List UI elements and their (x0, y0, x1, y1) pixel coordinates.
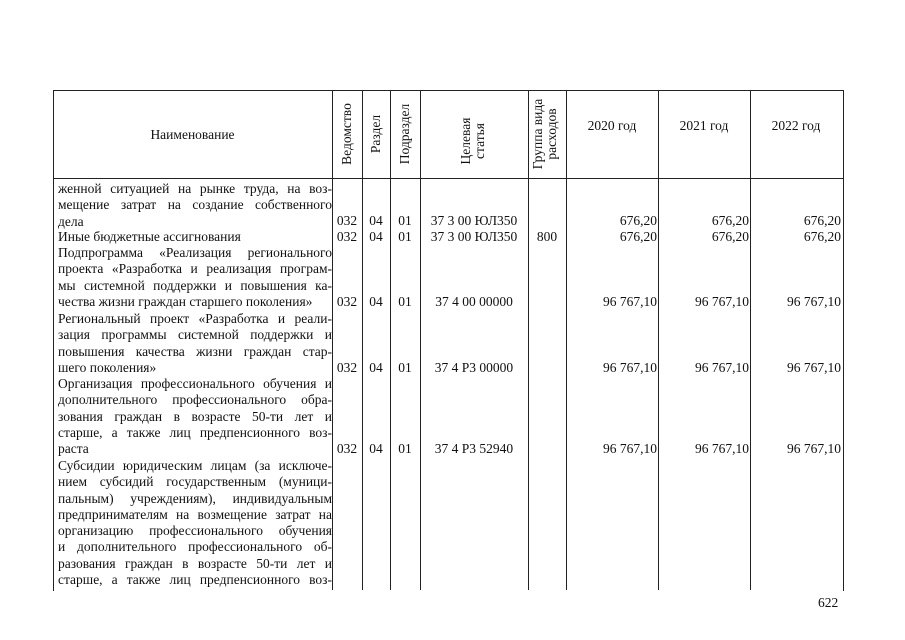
header-vedomstvo: Ведомство (339, 103, 354, 165)
row-name-line: чества жизни граждан старшего поколения» (58, 293, 313, 309)
row-name-line: организацию профессионального обучения (58, 523, 332, 539)
cell-razdel: 04 (369, 441, 383, 456)
cell-2020: 96 767,10 (603, 441, 657, 456)
row-name (58, 311, 332, 376)
cell-vedomstvo: 032 (336, 294, 358, 309)
cell-2020: 676,20 (619, 213, 657, 228)
row-name (58, 181, 332, 230)
cell-2020: 96 767,10 (603, 360, 657, 375)
row-name (58, 376, 332, 457)
header-group-line1: Группа вида (530, 98, 545, 170)
cell-2022: 96 767,10 (787, 294, 841, 309)
row-name-line: повышения качества жизни граждан стар- (58, 343, 332, 359)
row-name-line: предпринимателям на возмещение затрат на (58, 506, 332, 522)
header-target-line1: Целевая (458, 117, 473, 165)
cell-razdel: 04 (369, 213, 383, 228)
cell-2021: 96 767,10 (695, 294, 749, 309)
cell-2021: 676,20 (711, 213, 749, 228)
cell-expense-group: 800 (536, 229, 558, 244)
header-podrazdel: Подраздел (397, 103, 412, 165)
row-name-line: Иные бюджетные ассигнования (58, 229, 241, 244)
cell-target-article: 37 4 P3 52940 (434, 441, 514, 456)
row-name-line: дела (58, 213, 84, 229)
row-name-line: Подпрограмма «Реализация регионального (58, 245, 332, 260)
cell-target-article: 37 4 00 00000 (435, 294, 513, 309)
page-number: 622 (818, 595, 839, 610)
row-name-line: пальным) учреждениям), индивидуальным (58, 490, 332, 506)
header-razdel: Раздел (368, 114, 383, 154)
row-name-line: мы системной поддержки и повышения ка- (58, 277, 332, 293)
header-2020: 2020 год (587, 118, 637, 133)
cell-target-article: 37 3 00 ЮЛ350 (430, 213, 518, 228)
row-name-line: проекта «Разработка и реализация програм- (58, 261, 332, 277)
row-name-line: старше, а также лиц предпенсионного воз- (58, 424, 332, 440)
col-divider (750, 90, 751, 590)
row-name-line: зования граждан в возрасте 50-ти лет и (58, 408, 332, 424)
cell-podrazdel: 01 (398, 360, 412, 375)
header-2022: 2022 год (771, 118, 821, 133)
header-group-line2: расходов (544, 108, 559, 160)
cell-2022: 96 767,10 (787, 441, 841, 456)
cell-2021: 676,20 (711, 229, 749, 244)
cell-razdel: 04 (369, 229, 383, 244)
cell-vedomstvo: 032 (336, 441, 358, 456)
row-name (58, 458, 332, 588)
header-target-article (459, 91, 489, 191)
cell-podrazdel: 01 (398, 294, 412, 309)
row-name (58, 245, 332, 310)
cell-podrazdel: 01 (398, 229, 412, 244)
col-divider (658, 90, 659, 590)
cell-2022: 676,20 (803, 229, 841, 244)
cell-vedomstvo: 032 (336, 360, 358, 375)
cell-target-article: 37 3 00 ЮЛ350 (430, 229, 518, 244)
header-target-line2: статья (472, 123, 487, 159)
cell-vedomstvo: 032 (336, 213, 358, 228)
row-name-line: женной ситуацией на рынке труда, на воз- (58, 181, 332, 196)
cell-podrazdel: 01 (398, 441, 412, 456)
row-name-line: и дополнительного профессионального об- (58, 539, 332, 555)
col-divider (420, 90, 421, 590)
cell-razdel: 04 (369, 294, 383, 309)
cell-podrazdel: 01 (398, 213, 412, 228)
row-name-line: дополнительного профессионального обра- (58, 392, 332, 408)
row-name (58, 229, 332, 245)
row-name-line: Региональный проект «Разработка и реали- (58, 311, 332, 326)
col-divider (332, 90, 333, 590)
col-divider (362, 90, 363, 590)
cell-vedomstvo: 032 (336, 229, 358, 244)
cell-2021: 96 767,10 (695, 441, 749, 456)
cell-2021: 96 767,10 (695, 360, 749, 375)
col-divider (390, 90, 391, 590)
cell-2020: 96 767,10 (603, 294, 657, 309)
row-name-line: шего поколения» (58, 359, 157, 375)
row-name-line: старше, а также лиц предпенсионного воз- (58, 572, 332, 588)
col-divider (566, 90, 567, 590)
header-expense-group (531, 84, 563, 184)
row-name-line: раста (58, 441, 89, 457)
row-name-line: Организация профессионального обучения и (58, 376, 332, 391)
cell-2020: 676,20 (619, 229, 657, 244)
row-name-line: нием субсидий государственным (муници- (58, 474, 332, 490)
cell-2022: 96 767,10 (787, 360, 841, 375)
header-name: Наименование (150, 127, 235, 142)
row-name-line: Субсидии юридическим лицам (за исключе- (58, 458, 332, 473)
row-name-line: разования граждан в возрасте 50-ти лет и (58, 555, 332, 571)
header-2021: 2021 год (679, 118, 729, 133)
cell-razdel: 04 (369, 360, 383, 375)
cell-target-article: 37 4 P3 00000 (434, 360, 514, 375)
header-divider (53, 178, 843, 179)
row-name-line: мещение затрат на создание собственного (58, 197, 332, 213)
cell-2022: 676,20 (803, 213, 841, 228)
row-name-line: зация программы системной поддержки и (58, 327, 332, 343)
col-divider (528, 90, 529, 590)
